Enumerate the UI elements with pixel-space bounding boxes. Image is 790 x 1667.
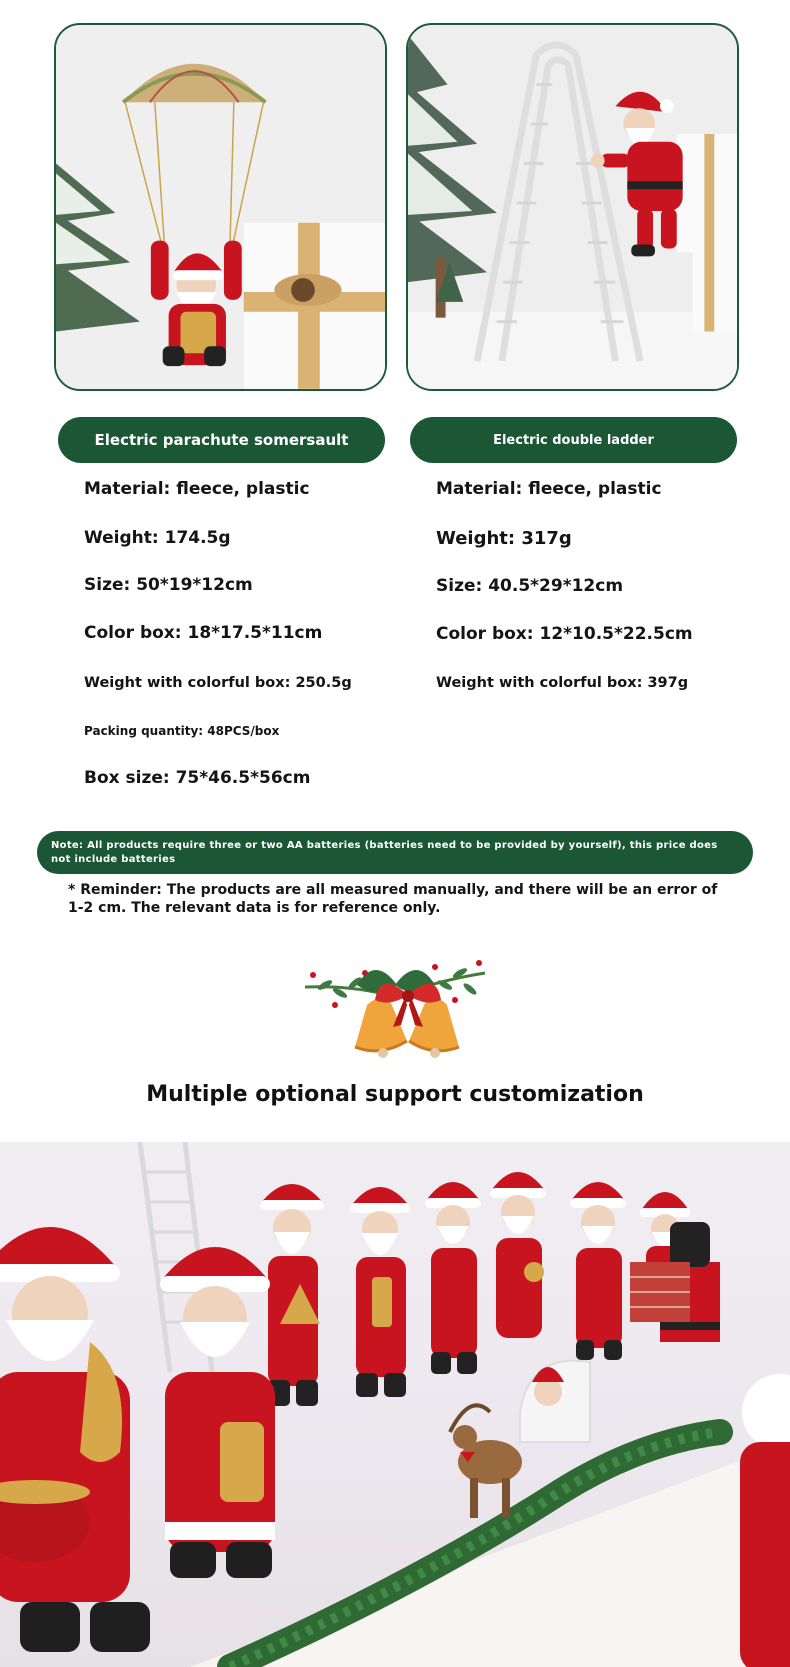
spec-size-left: Size: 50*19*12cm	[84, 575, 253, 595]
spec-boxsize-left: Box size: 75*46.5*56cm	[84, 768, 311, 788]
santa-collection-photo	[0, 1142, 790, 1667]
parachute-santa-photo	[54, 23, 387, 391]
battery-note: Note: All products require three or two AA batteries (batteries need to be provided by yourself), this price does not include batteries	[37, 831, 753, 874]
spec-size-right: Size: 40.5*29*12cm	[436, 576, 624, 596]
spec-weight-left: Weight: 174.5g	[84, 528, 231, 548]
spec-material-right: Material: fleece, plastic	[436, 479, 662, 499]
spec-colorbox-left: Color box: 18*17.5*11cm	[84, 623, 323, 643]
spec-packing-left: Packing quantity: 48PCS/box	[84, 724, 280, 738]
christmas-bell-icon	[295, 945, 495, 1065]
product-name-ladder: Electric double ladder	[410, 417, 737, 463]
customization-headline: Multiple optional support customization	[146, 1082, 644, 1107]
spec-weightbox-left: Weight with colorful box: 250.5g	[84, 675, 352, 691]
measurement-reminder: * Reminder: The products are all measured manually, and there will be an error of 1-2 cm. The relevant data is for reference only.	[68, 882, 718, 916]
spec-colorbox-right: Color box: 12*10.5*22.5cm	[436, 624, 693, 644]
spec-weight-right: Weight: 317g	[436, 528, 572, 549]
ladder-santa-photo	[406, 23, 739, 391]
spec-weightbox-right: Weight with colorful box: 397g	[436, 675, 689, 691]
spec-material-left: Material: fleece, plastic	[84, 479, 310, 499]
product-name-parachute: Electric parachute somersault	[58, 417, 385, 463]
